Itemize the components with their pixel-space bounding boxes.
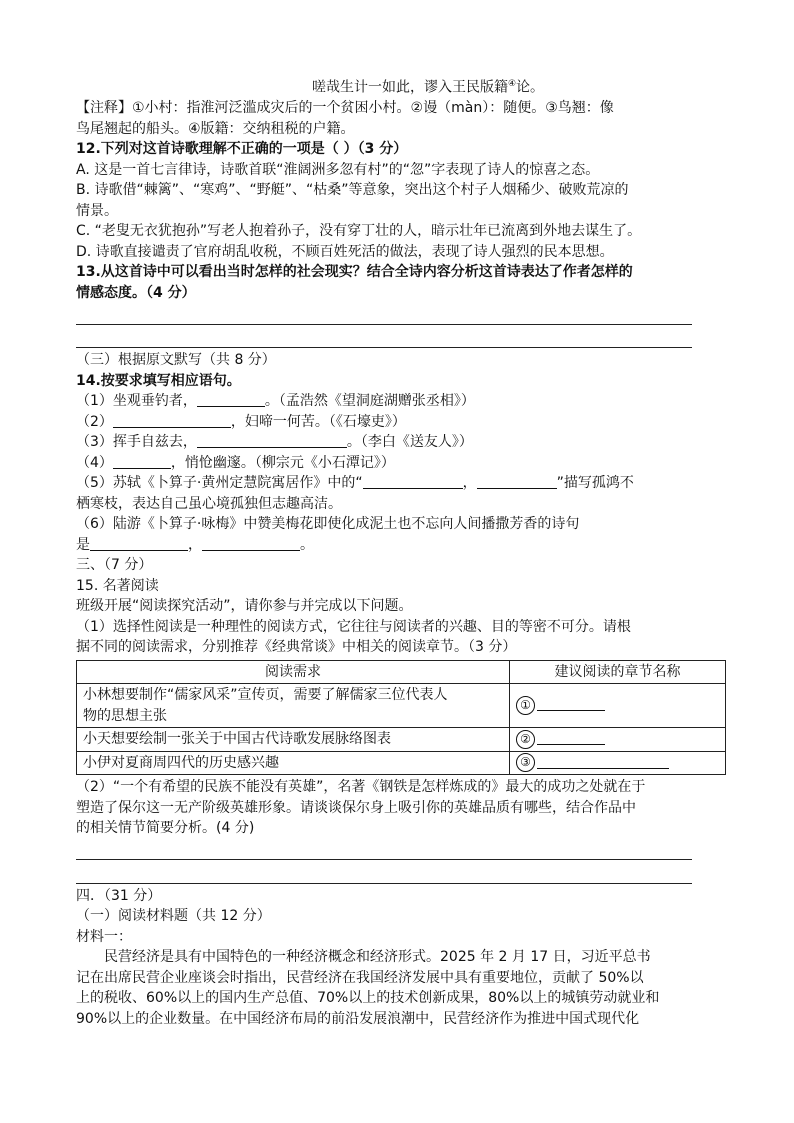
q12-option-b-line1: B. 诗歌借“棘篱”、“寒鸡”、“野艇”、“枯桑”等意象，突出这个村子人烟稀少、破败荒凉的 [76, 182, 629, 199]
q14-item-3 [76, 432, 724, 453]
item-text: （2） [76, 413, 113, 430]
q15-1-line1: （1）选择性阅读是一种理性的阅读方式，它往往与阅读者的兴趣、目的等密不可分。请根 [76, 618, 631, 635]
item-text: ， [462, 475, 477, 492]
fill-blank[interactable] [90, 536, 188, 551]
part-4-title: 四．（31 分） [76, 887, 162, 904]
table-cell-answer [510, 728, 726, 752]
answer-line[interactable] [76, 839, 692, 861]
fill-blank[interactable] [197, 433, 347, 448]
fill-blank[interactable] [113, 413, 231, 428]
q13-stem-line1: 13.从这首诗中可以看出当时怎样的社会现实？结合全诗内容分析这首诗表达了作者怎样的 [76, 264, 633, 281]
q14-item-2 [76, 412, 724, 433]
answer-line[interactable] [76, 862, 692, 884]
q15-intro: 班级开展“阅读探究活动”，请你参与并完成以下问题。 [76, 598, 413, 615]
q15-2-line3: 的相关情节简要分析。(4 分) [76, 820, 255, 837]
item-text: ”描写孤鸿不 [556, 475, 634, 492]
q15-stem: 15. 名著阅读 [76, 577, 159, 594]
material-1-para-line4: 90%以上的企业数量。在中国经济布局的前沿发展浪潮中，民营经济作为推进中国式现代化 [76, 1010, 640, 1027]
q12-option-c: C. “老叟无衣犹抱孙”写老人抱着孙子，没有穿丁壮的人，暗示壮年已流离到外地去谋生了。 [76, 223, 642, 240]
material-1-para-line2: 记在出席民营企业座谈会时指出，民营经济在我国经济发展中具有重要地位，贡献了 50%以 [76, 969, 644, 986]
q14-stem: 14.按要求填写相应语句。 [76, 372, 241, 389]
table-header-row [77, 660, 726, 684]
fill-blank[interactable] [537, 730, 605, 745]
fill-blank[interactable] [537, 696, 605, 711]
item-text: 。（李白《送友人》） [346, 434, 473, 451]
item-text: 。（孟浩然《望洞庭湖赠张丞相》） [264, 393, 475, 410]
q14-item-5-line2: 栖寒枝，表达自己虽心境孤独但志趣高洁。 [76, 495, 342, 512]
part-4-subtitle: （一）阅读材料题（共 12 分） [76, 908, 271, 925]
answer-line[interactable] [76, 327, 692, 349]
item-text: ，悄怆幽邃。（柳宗元《小石潭记》） [170, 454, 395, 471]
q14-item-6-line1: （6）陆游《卜算子·咏梅》中赞美梅花即使化成泥土也不忘向人间播撒芳香的诗句 [76, 516, 580, 533]
fill-blank[interactable] [363, 474, 463, 489]
q14-item-1 [76, 391, 724, 412]
table-header-need: 阅读需求 [77, 660, 510, 684]
fill-blank[interactable] [202, 536, 300, 551]
exam-page [76, 74, 724, 1029]
q12-option-b-line2: 情景。 [76, 202, 118, 219]
answer-line[interactable] [76, 303, 692, 325]
q15-2-line1: （2）“一个有希望的民族不能没有英雄”，名著《钢铁是怎样炼成的》最大的成功之处就在于 [76, 779, 646, 796]
notes-line-2: 鸟尾翘起的船头。④版籍：交纳租税的户籍。 [76, 120, 355, 137]
q12-option-a: A. 这是一首七言律诗，诗歌首联“淮阔洲多忽有村”的“忽”字表现了诗人的惊喜之态。 [76, 161, 600, 178]
table-header-chapter: 建议阅读的章节名称 [510, 660, 726, 684]
material-1-para-line3: 上的税收、60%以上的国内生产总值、70%以上的技术创新成果，80%以上的城镇劳动就业和 [76, 990, 660, 1007]
circled-number: ② [516, 730, 535, 749]
item-text: （4） [76, 454, 113, 471]
poem-line-end: 论。 [516, 79, 545, 96]
q15-2-line2: 塑造了保尔这一无产阶级英雄形象。请谈谈保尔身上吸引你的英雄品质有哪些，结合作品中 [76, 799, 636, 816]
fill-blank[interactable] [477, 474, 557, 489]
fill-blank[interactable] [113, 454, 171, 469]
item-text: 是 [76, 536, 90, 553]
need-text: 物的思想主张 [83, 707, 167, 724]
item-text: （3）挥手自兹去， [76, 434, 197, 451]
need-text: 小林想要制作“儒家风采”宣传页，需要了解儒家三位代表人 [83, 687, 448, 704]
circled-number: ③ [516, 753, 535, 772]
q12-stem: 12.下列对这首诗歌理解不正确的一项是（ ）（3 分） [76, 141, 408, 158]
section-3-title: （三）根据原文默写（共 8 分） [76, 352, 276, 369]
fill-blank[interactable] [537, 754, 669, 769]
poem-line-text: 嗟哉生计一如此，谬入王民版籍 [311, 79, 508, 96]
table-cell-need: 小天想要绘制一张关于中国古代诗歌发展脉络图表 [77, 728, 510, 752]
table-cell-need [77, 684, 510, 728]
table-cell-need: 小伊对夏商周四代的历史感兴趣 [77, 751, 510, 775]
q14-item-4 [76, 453, 724, 474]
notes-line-1: 【注释】①小村：指淮河泛滥成灾后的一个贫困小村。②谩（màn）：随便。③鸟翘：像 [76, 100, 614, 117]
item-text: （5）苏轼《卜算子·黄州定慧院寓居作》中的“ [76, 475, 363, 492]
item-text: （1）坐观垂钓者， [76, 393, 197, 410]
material-1-label: 材料一： [76, 928, 132, 945]
table-row [77, 751, 726, 775]
q14-item-6-line2 [76, 535, 724, 556]
table-cell-answer [510, 684, 726, 728]
item-text: ， [188, 536, 202, 553]
reading-table [76, 660, 726, 776]
table-row [77, 728, 726, 752]
item-text: 。 [300, 536, 314, 553]
part-3-title: 三、（7 分） [76, 557, 153, 574]
note-marker: ④ [507, 79, 517, 89]
item-text: ，妇啼一何苦。（《石壕吏》） [230, 413, 406, 430]
material-1-para-line1: 民营经济是具有中国特色的一种经济概念和经济形式。2025 年 2 月 17 日，习近平总书 [104, 949, 651, 966]
table-cell-answer [510, 751, 726, 775]
q12-option-d: D. 诗歌直接谴责了官府胡乱收税，不顾百姓死活的做法，表现了诗人强烈的民本思想。 [76, 243, 614, 260]
fill-blank[interactable] [197, 392, 265, 407]
poem-last-line [76, 74, 724, 98]
q15-1-line2: 据不同的阅读需求，分别推荐《经典常谈》中相关的阅读章节。（3 分） [76, 639, 517, 656]
circled-number: ① [516, 696, 535, 715]
q13-stem-line2: 情感态度。（4 分） [76, 284, 196, 301]
q14-item-5 [76, 473, 724, 494]
table-row [77, 684, 726, 728]
